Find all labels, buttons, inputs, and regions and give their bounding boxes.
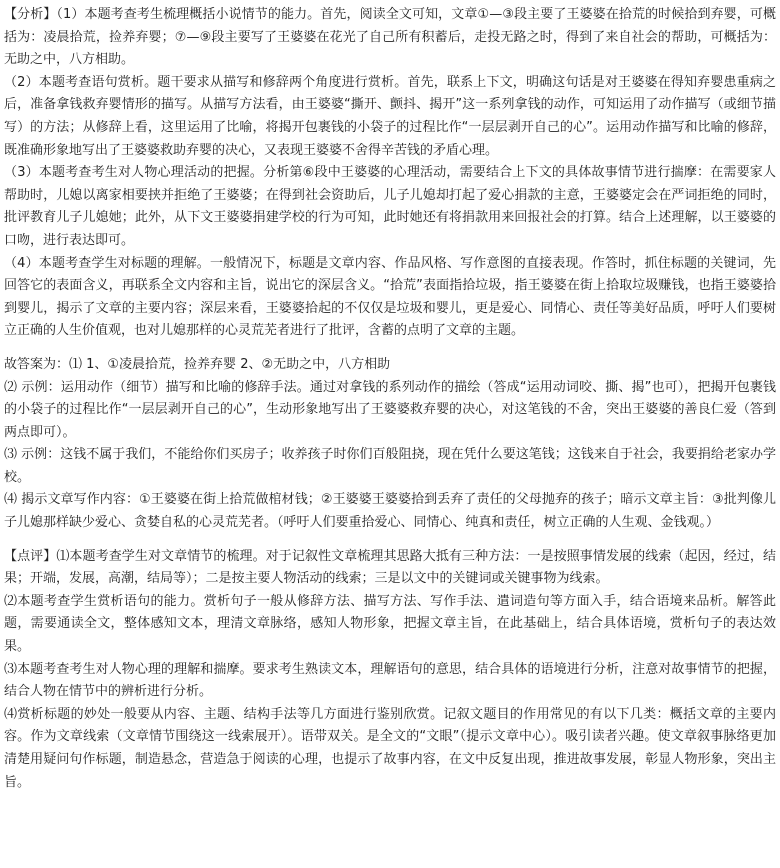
analysis-paragraph-1: 【分析】（1）本题考查考生梳理概括小说情节的能力。首先，阅读全文可知，文章①—③段主要了王婆婆在拾荒的时候拾到弃婴，可概括为：凌晨拾荒，捡养弃婴；⑦—⑨段主要写了王婆婆在花光了自己所有积蓄后，走投无路之时，得到了来自社会的帮助，可概括为：无助之中，八方相助。 bbox=[4, 7, 776, 68]
answer-section bbox=[4, 354, 776, 535]
analysis-paragraph-2: （2）本题考查语句赏析。题干要求从描写和修辞两个角度进行赏析。首先，联系上下文，明确这句话是对王婆婆在得知弃婴患重病之后，准备拿钱救弃婴情形的描写。从描写方法看，由王婆婆“撕开、颤抖、揭开”这一系列拿钱的动作，可知运用了动作描写（或细节描写）的方法；从修辞上看，这里运用了比喻，将揭开包裹钱的小袋子的过程比作“一层层剥开自己的心”。运用动作描写和比喻的修辞，既准确形象地写出了王婆婆救助弃婴的决心，又表现王婆婆不舍得辛苦钱的矛盾心理。 bbox=[4, 74, 776, 158]
analysis-section bbox=[4, 4, 776, 343]
answer-paragraph-2: ⑵ 示例：运用动作（细节）描写和比喻的修辞手法。通过对拿钱的系列动作的描绘（答成“运用动词咬、撕、揭”也可），把揭开包裹钱的小袋子的过程比作“一层层剥开自己的心”，生动形象地写出了王婆婆救弃婴的决心，对这笔钱的不舍，突出王婆婆的善良仁爱（答到两点即可）。 bbox=[4, 379, 776, 440]
analysis-paragraph-3: （3）本题考查考生对人物心理活动的把握。分析第⑥段中王婆婆的心理活动，需要结合上下文的具体故事情节进行揣摩：在需要家人帮助时，儿媳以离家相要挟并拒绝了王婆婆；在得到社会资助后，儿子儿媳却打起了爱心捐款的主意，王婆婆定会在严词拒绝的同时，批评教育儿子儿媳她；此外，从下文王婆婆捐建学校的行为可知，此时她还有将捐款用来回报社会的打算。结合上述理解，以王婆婆的口吻，进行表达即可。 bbox=[4, 165, 776, 248]
comment-paragraph-1: 【点评】⑴本题考查学生对文章情节的梳理。对于记叙性文章梳理其思路大抵有三种方法：一是按照事情发展的线索（起因，经过，结果；开端，发展，高潮，结局等）；二是按主要人物活动的线索；三是以文中的关键词或关键事物为线索。 bbox=[4, 548, 776, 587]
answer-paragraph-4: ⑷ 揭示文章写作内容：①王婆婆在街上拾荒做棺材钱；②王婆婆王婆婆拾到丢弃了责任的父母抛弃的孩子；暗示文章主旨：③批判像儿子儿媳那样缺少爱心、贪婪自私的心灵荒芜者。（呼吁人们要重拾爱心、同情心、纯真和责任，树立正确的人生观、金钱观。） bbox=[4, 492, 776, 531]
comment-section bbox=[4, 546, 776, 795]
section-gap bbox=[4, 343, 776, 354]
answer-paragraph-1: 故答案为：⑴ 1、①凌晨拾荒，捡养弃婴 2、②无助之中，八方相助 bbox=[4, 356, 391, 372]
answer-paragraph-3: ⑶ 示例：这钱不属于我们，不能给你们买房子；收养孩子时你们百般阻挠，现在凭什么要这笔钱；这钱来自于社会，我要捐给老家办学校。 bbox=[4, 447, 776, 485]
section-gap bbox=[4, 535, 776, 546]
comment-paragraph-4: ⑷赏析标题的妙处一般要从内容、主题、结构手法等几方面进行鉴别欣赏。记叙文题目的作用常见的有以下几类：概括文章的主要内容。作为文章线索（文章情节围绕这一线索展开）。语带双关。是全文的“文眼”（提示文章中心）。吸引读者兴趣。使文章叙事脉络更加清楚用疑问句作标题，制造悬念，营造急于阅读的心理，也提示了故事内容，在文中反复出现，推进故事发展，彰显人物形象，突出主旨。 bbox=[4, 706, 776, 790]
comment-paragraph-2: ⑵本题考查学生赏析语句的能力。赏析句子一般从修辞方法、描写方法、写作手法、遣词造句等方面入手，结合语境来品析。解答此题，需要通读全文，整体感知文本，理清文章脉络，感知人物形象，把握文章主旨，在此基础上，结合具体语境，赏析句子的表达效果。 bbox=[4, 593, 776, 655]
comment-paragraph-3: ⑶本题考查考生对人物心理的理解和揣摩。要求考生熟读文本，理解语句的意思，结合具体的语境进行分析，注意对故事情节的把握，结合人物在情节中的辨析进行分析。 bbox=[4, 661, 776, 700]
analysis-paragraph-4: （4）本题考查学生对标题的理解。一般情况下，标题是文章内容、作品风格、写作意图的直接表现。作答时，抓住标题的关键词，先回答它的表面含义，再联系全文内容和主旨，说出它的深层含义。“拾荒”表面指拾垃圾，指王婆婆在街上拾取垃圾赚钱，也指王婆婆拾到婴儿，揭示了文章的主要内容；深层来看，王婆婆拾起的不仅仅是垃圾和婴儿，更是爱心、同情心、责任等美好品质，呼吁人们要树立正确的人生价值观，也对儿媳那样的心灵荒芜者进行了批评，含蓄的点明了文章的主题。 bbox=[4, 255, 776, 339]
